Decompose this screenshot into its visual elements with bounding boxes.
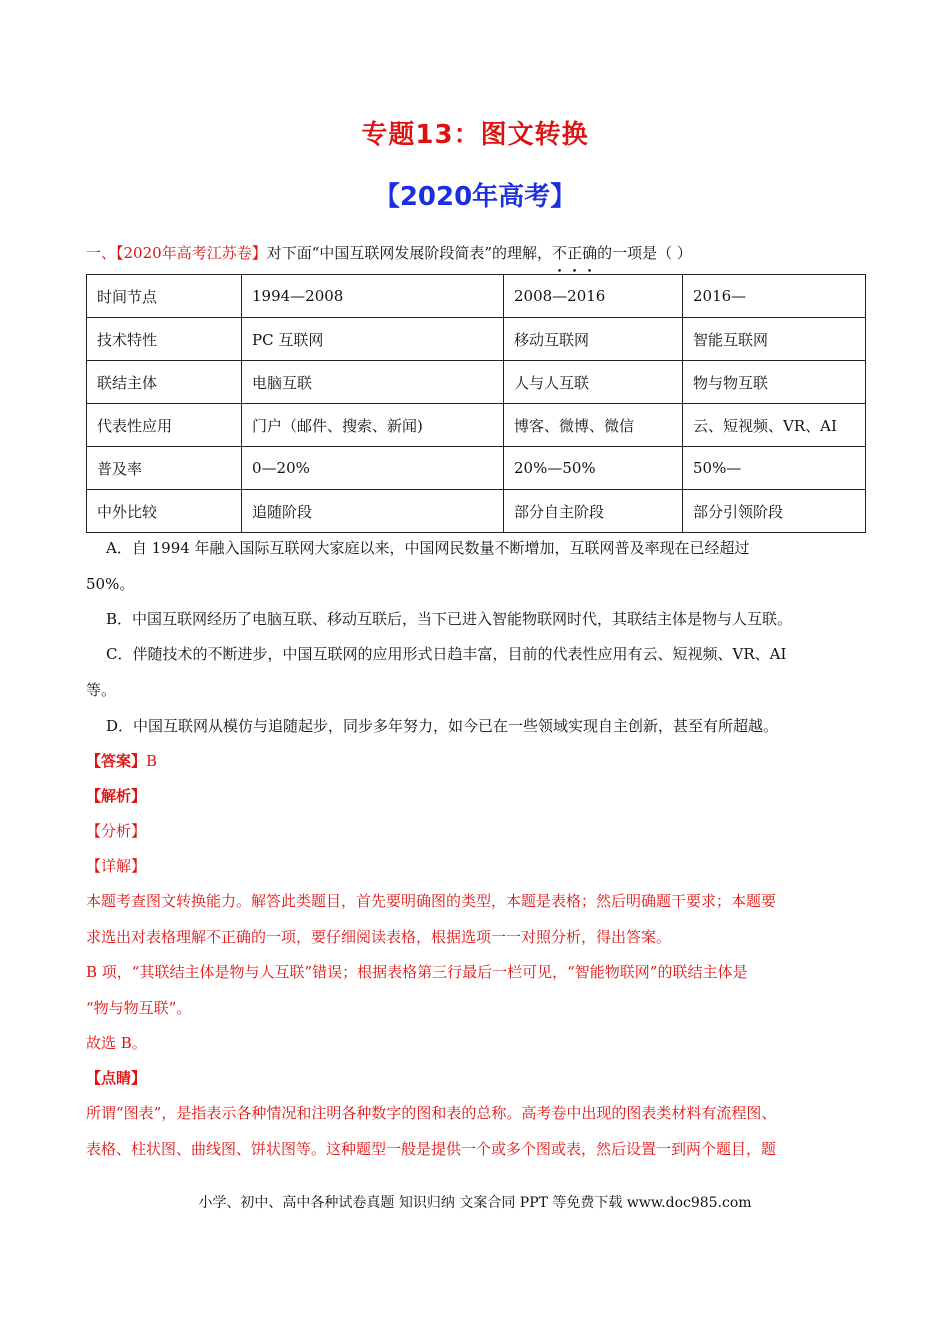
table-row [87, 490, 866, 533]
table-cell: 云、短视频、VR、AI [683, 404, 866, 447]
option-d: D．中国互联网从模仿与追随起步，同步多年努力，如今已在一些领域实现自主创新，甚至有所超越。 [106, 717, 779, 735]
table-cell: 联结主体 [87, 361, 242, 404]
table-cell: 人与人互联 [504, 361, 683, 404]
detail-line-4: “物与物互联”。 [86, 999, 192, 1017]
emphasis-text: 不正确 [552, 244, 598, 262]
table-cell: 代表性应用 [87, 404, 242, 447]
table-cell: 追随阶段 [242, 490, 504, 533]
table-cell: 物与物互联 [683, 361, 866, 404]
answer-label: 【答案】 [86, 752, 147, 770]
option-c-line1: C．伴随技术的不断进步，中国互联网的应用形式日趋丰富，目前的代表性应用有云、短视频、VR、AI [106, 645, 787, 663]
dianjing-line-2: 表格、柱状图、曲线图、饼状图等。这种题型一般是提供一个或多个图或表，然后设置一到两个题目，题 [86, 1140, 777, 1158]
table-cell: 2016— [683, 275, 866, 318]
table-row [87, 404, 866, 447]
internet-stages-table [86, 274, 866, 533]
table-cell: 移动互联网 [504, 318, 683, 361]
table-cell: 普及率 [87, 447, 242, 490]
answer-line [86, 750, 157, 771]
table-row [87, 361, 866, 404]
option-a-line2: 50%。 [86, 575, 135, 593]
detail-line-5: 故选 B。 [86, 1034, 147, 1052]
detail-line-3: B 项，“其联结主体是物与人互联”错误；根据表格第三行最后一栏可见，“智能物联网”的联结主体是 [86, 963, 748, 981]
table-row [87, 275, 866, 318]
section-subtitle: 【2020年高考】 [373, 182, 577, 212]
answer-value: B [146, 752, 158, 770]
fenxi-label: 【分析】 [86, 822, 147, 840]
table-cell: 部分自主阶段 [504, 490, 683, 533]
table-cell: 中外比较 [87, 490, 242, 533]
option-c-line2: 等。 [86, 681, 117, 699]
option-b: B．中国互联网经历了电脑互联、移动互联后，当下已进入智能物联网时代，其联结主体是物与人互联。 [106, 610, 793, 628]
detail-line-2: 求选出对表格理解不正确的一项，要仔细阅读表格，根据选项一一对照分析，得出答案。 [86, 928, 672, 946]
table-cell: 电脑互联 [242, 361, 504, 404]
table-row [87, 318, 866, 361]
xiangjie-label: 【详解】 [86, 857, 147, 875]
question-stem [86, 242, 692, 263]
table-cell: 时间节点 [87, 275, 242, 318]
question-number: 一、 [86, 244, 117, 262]
question-text-before: 对下面“中国互联网发展阶段简表”的理解， [266, 244, 553, 262]
option-a-line1: A．自 1994 年融入国际互联网大家庭以来，中国网民数量不断增加，互联网普及率现在已经超过 [106, 539, 750, 557]
table-cell: 1994—2008 [242, 275, 504, 318]
dianjing-line-1: 所谓“图表”，是指表示各种情况和注明各种数字的图和表的总称。高考卷中出现的图表类材料有流程图、 [86, 1104, 777, 1122]
table-row [87, 447, 866, 490]
table-cell: PC 互联网 [242, 318, 504, 361]
question-source: 【2020年高考江苏卷】 [116, 244, 267, 262]
table-cell: 门户（邮件、搜索、新闻) [242, 404, 504, 447]
table-cell: 智能互联网 [683, 318, 866, 361]
table-cell: 博客、微博、微信 [504, 404, 683, 447]
question-text-after: 的一项是（ ） [597, 244, 692, 262]
table-cell: 20%—50% [504, 447, 683, 490]
table-cell: 2008—2016 [504, 275, 683, 318]
detail-line-1: 本题考查图文转换能力。解答此类题目，首先要明确图的类型，本题是表格；然后明确题干要求；本题要 [86, 892, 777, 910]
table-cell: 技术特性 [87, 318, 242, 361]
table-cell: 部分引领阶段 [683, 490, 866, 533]
footer-text: 小学、初中、高中各种试卷真题 知识归纳 文案合同 PPT 等免费下载 www.doc985.com [198, 1195, 752, 1211]
dianjing-label: 【点睛】 [86, 1069, 147, 1087]
analysis-label: 【解析】 [86, 787, 147, 805]
table-cell: 0—20% [242, 447, 504, 490]
table-cell: 50%— [683, 447, 866, 490]
page-title: 专题13：图文转换 [361, 120, 589, 150]
